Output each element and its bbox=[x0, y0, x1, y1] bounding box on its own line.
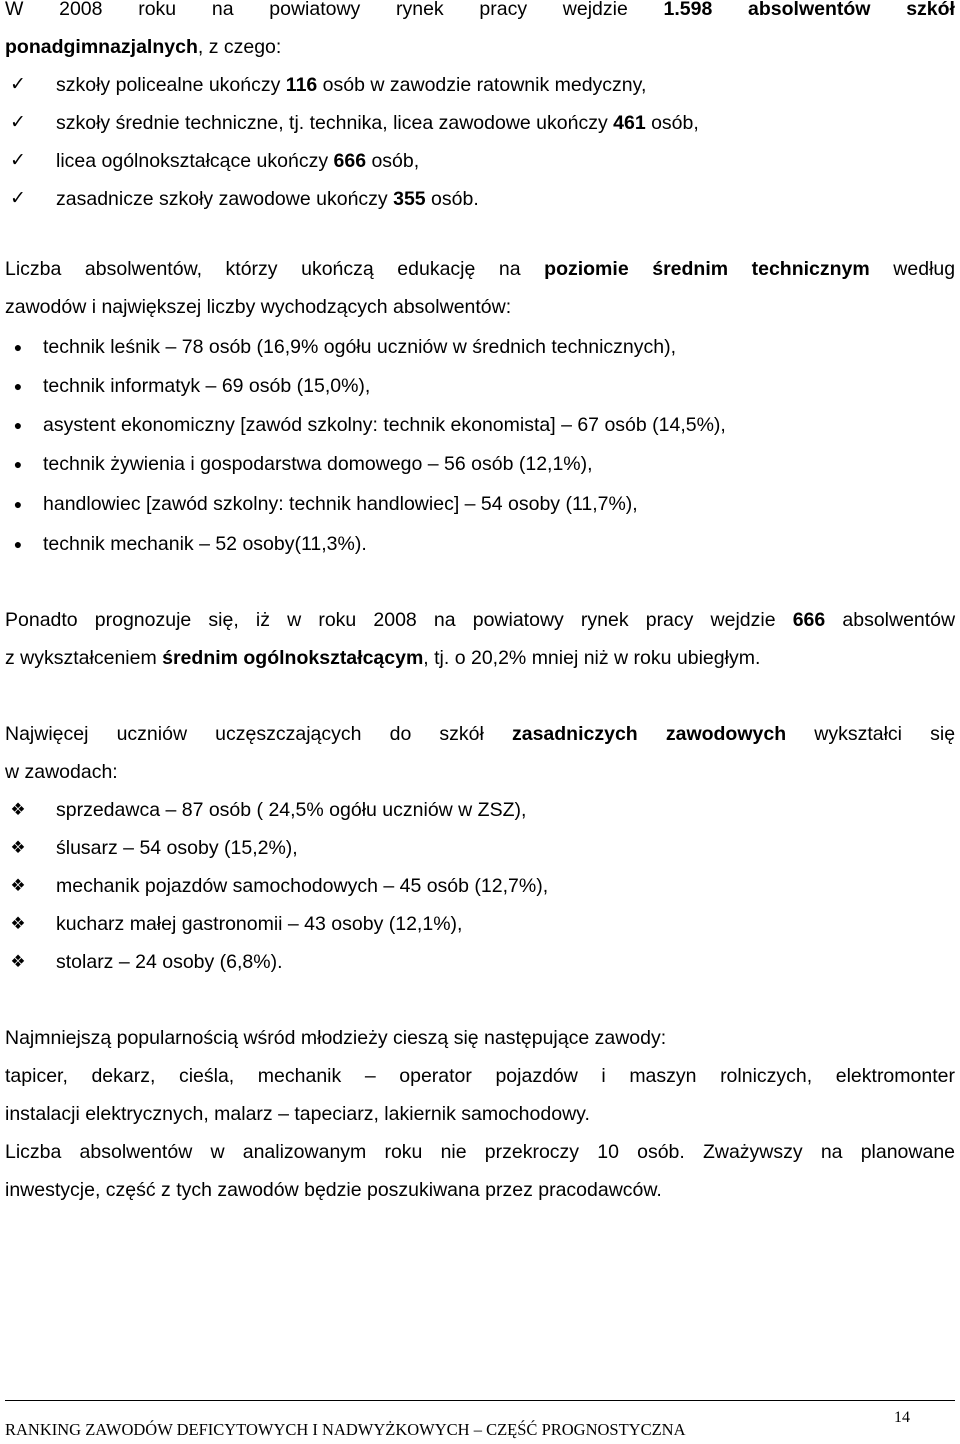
word: 10 bbox=[597, 1141, 619, 1163]
text: licea ogólnokształcące ukończy bbox=[56, 150, 334, 172]
word: ukończą bbox=[301, 258, 374, 280]
word: nie bbox=[440, 1141, 467, 1163]
word: na bbox=[433, 609, 456, 631]
text: mechanik pojazdów samochodowych – 45 osób (12,7%), bbox=[56, 875, 549, 897]
word: szkół bbox=[439, 723, 484, 745]
word: 1.598 bbox=[663, 0, 713, 20]
word: Najwięcej bbox=[5, 723, 89, 745]
word: osób. bbox=[637, 1141, 685, 1163]
word: szkół bbox=[906, 0, 955, 20]
number: 461 bbox=[613, 112, 646, 134]
p3-line1 bbox=[5, 601, 955, 639]
text: osób. bbox=[425, 188, 479, 210]
word: wejdzie bbox=[710, 609, 776, 631]
word: w bbox=[210, 1141, 225, 1163]
word: przekroczy bbox=[484, 1141, 580, 1163]
bold-text: ponadgimnazjalnych bbox=[5, 36, 198, 58]
word: operator bbox=[399, 1065, 472, 1087]
p4-line2: w zawodach: bbox=[5, 761, 118, 783]
p2-line2: zawodów i największej liczby wychodzących absolwentów: bbox=[5, 296, 512, 318]
word: na bbox=[820, 1141, 843, 1163]
word: tapicer, bbox=[5, 1065, 68, 1087]
word: powiatowy bbox=[472, 609, 564, 631]
p4-line1 bbox=[5, 715, 955, 753]
number: 116 bbox=[285, 74, 318, 96]
word: 666 bbox=[792, 609, 826, 631]
word: Liczba bbox=[5, 1141, 62, 1163]
word: pojazdów bbox=[495, 1065, 578, 1087]
bullet-icon: ● bbox=[13, 378, 23, 394]
word: mechanik bbox=[257, 1065, 342, 1087]
text: osób w zawodzie ratownik medyczny, bbox=[317, 74, 647, 96]
word: roku bbox=[318, 609, 357, 631]
word: którzy bbox=[225, 258, 278, 280]
p3-line2 bbox=[5, 639, 760, 677]
checkmark-icon: ✓ bbox=[10, 150, 26, 171]
text: technik leśnik – 78 osób (16,9% ogółu uczniów w średnich technicznych), bbox=[43, 336, 677, 358]
bold-text: średnim ogólnokształcącym bbox=[162, 647, 424, 669]
word: zasadniczych bbox=[511, 723, 638, 745]
p1-line1 bbox=[5, 0, 955, 28]
diamond-bullet-icon: ❖ bbox=[10, 876, 26, 895]
word: prognozuje bbox=[94, 609, 192, 631]
word: Zważywszy bbox=[702, 1141, 803, 1163]
word: 2008 bbox=[373, 609, 417, 631]
bullet-icon: ● bbox=[13, 339, 23, 355]
diamond-bullet-icon: ❖ bbox=[10, 838, 26, 857]
checkmark-icon: ✓ bbox=[10, 74, 26, 95]
word: roku bbox=[138, 0, 177, 20]
checkmark-icon: ✓ bbox=[10, 188, 26, 209]
number: 666 bbox=[333, 150, 367, 172]
text: osób, bbox=[645, 112, 699, 134]
text: asystent ekonomiczny [zawód szkolny: technik ekonomista] – 67 osób (14,5%), bbox=[43, 414, 726, 436]
word: do bbox=[389, 723, 412, 745]
word: na bbox=[498, 258, 521, 280]
footer-divider bbox=[5, 1400, 955, 1401]
text: stolarz – 24 osoby (6,8%). bbox=[56, 951, 283, 973]
checkmark-icon: ✓ bbox=[10, 112, 26, 133]
word: Liczba bbox=[5, 258, 62, 280]
word: zawodowych bbox=[665, 723, 787, 745]
word: absolwentów bbox=[748, 0, 871, 20]
word: się bbox=[930, 723, 956, 745]
word: rynek bbox=[396, 0, 444, 20]
word: pracy bbox=[645, 609, 694, 631]
text: zasadnicze szkoły zawodowe ukończy bbox=[56, 188, 394, 210]
text: , tj. o 20,2% mniej niż w roku ubiegłym. bbox=[423, 647, 761, 669]
p1-line2 bbox=[5, 28, 281, 66]
word: powiatowy bbox=[269, 0, 361, 20]
page-number: 14 bbox=[894, 1409, 910, 1426]
text: szkoły średnie techniczne, tj. technika, licea zawodowe ukończy bbox=[56, 112, 614, 134]
number: 355 bbox=[393, 188, 426, 210]
word: wejdzie bbox=[562, 0, 628, 20]
text: kucharz małej gastronomii – 43 osoby (12,1%), bbox=[56, 913, 463, 935]
word: w bbox=[287, 609, 302, 631]
word: technicznym bbox=[751, 258, 870, 280]
bullet-icon: ● bbox=[13, 536, 23, 552]
word: poziomie bbox=[544, 258, 629, 280]
text: sprzedawca – 87 osób ( 24,5% ogółu uczniów w ZSZ), bbox=[56, 799, 527, 821]
word: Ponadto bbox=[5, 609, 78, 631]
word: 2008 bbox=[59, 0, 103, 20]
word: absolwentów, bbox=[84, 258, 202, 280]
word: – bbox=[364, 1065, 376, 1087]
bullet-icon: ● bbox=[13, 456, 23, 472]
word: elektromonter bbox=[835, 1065, 955, 1087]
p5-line4 bbox=[5, 1133, 955, 1171]
p5-line1: Najmniejszą popularnością wśród młodzieży cieszą się następujące zawody: bbox=[5, 1027, 667, 1049]
diamond-bullet-icon: ❖ bbox=[10, 914, 26, 933]
diamond-bullet-icon: ❖ bbox=[10, 800, 26, 819]
text: osób, bbox=[366, 150, 420, 172]
text: technik mechanik – 52 osoby(11,3%). bbox=[43, 533, 367, 555]
p5-line5: inwestycje, część z tych zawodów będzie poszukiwana przez pracodawców. bbox=[5, 1179, 662, 1201]
word: planowane bbox=[860, 1141, 956, 1163]
bullet-icon: ● bbox=[13, 417, 23, 433]
word: analizowanym bbox=[242, 1141, 367, 1163]
diamond-bullet-icon: ❖ bbox=[10, 952, 26, 971]
word: wykształci bbox=[814, 723, 903, 745]
word: absolwentów bbox=[842, 609, 956, 631]
p5-line3: instalacji elektrycznych, malarz – tapeciarz, lakiernik samochodowy. bbox=[5, 1103, 590, 1125]
word: na bbox=[211, 0, 234, 20]
word: absolwentów bbox=[79, 1141, 193, 1163]
word: rynek bbox=[580, 609, 629, 631]
text: szkoły policealne ukończy bbox=[56, 74, 286, 96]
p5-line2 bbox=[5, 1057, 955, 1095]
word: uczęszczających bbox=[215, 723, 362, 745]
bullet-icon: ● bbox=[13, 496, 23, 512]
p2-line1 bbox=[5, 250, 955, 288]
word: W bbox=[5, 0, 24, 20]
word: się, bbox=[208, 609, 239, 631]
text: z wykształceniem bbox=[5, 647, 163, 669]
word: według bbox=[893, 258, 956, 280]
word: iż bbox=[255, 609, 270, 631]
text: technik informatyk – 69 osób (15,0%), bbox=[43, 375, 371, 397]
word: uczniów bbox=[116, 723, 188, 745]
word: średnim bbox=[652, 258, 729, 280]
word: dekarz, bbox=[91, 1065, 156, 1087]
footer-title: RANKING ZAWODÓW DEFICYTOWYCH I NADWYŻKOWYCH – CZĘŚĆ PROGNOSTYCZNA bbox=[5, 1420, 686, 1439]
word: roku bbox=[384, 1141, 423, 1163]
word: maszyn bbox=[629, 1065, 697, 1087]
word: edukację bbox=[397, 258, 476, 280]
word: cieśla, bbox=[178, 1065, 235, 1087]
word: i bbox=[601, 1065, 606, 1087]
text: technik żywienia i gospodarstwa domowego – 56 osób (12,1%), bbox=[43, 453, 593, 475]
text: handlowiec [zawód szkolny: technik handlowiec] – 54 osoby (11,7%), bbox=[43, 493, 638, 515]
word: rolniczych, bbox=[720, 1065, 813, 1087]
text: ślusarz – 54 osoby (15,2%), bbox=[56, 837, 298, 859]
word: pracy bbox=[479, 0, 528, 20]
text: , z czego: bbox=[197, 36, 282, 58]
